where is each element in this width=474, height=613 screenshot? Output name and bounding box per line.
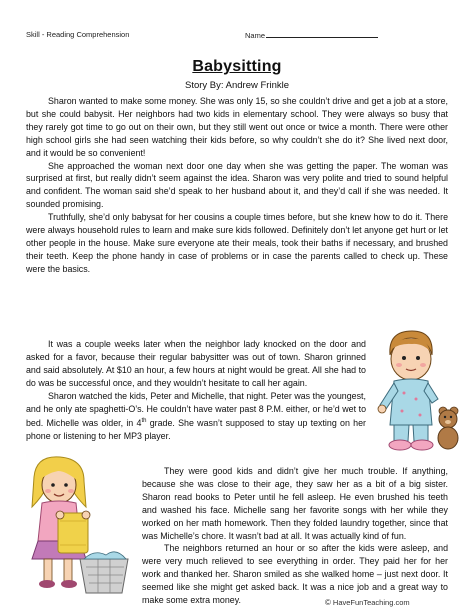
story-block-top — [26, 95, 448, 276]
story-paragraph: Truthfully, she’d only babysat for her cousins a couple times before, but she knew how to do it. There were always household rules to learn and make sure kids followed. Definitely don’t let anyone get hurt or let other people in the house. Make sure everyone ate their meals, took their baths if necessary, and brushed their teeth. Keep the phone handy in case of problems or in case the parents called to check up. These were the basics. — [26, 212, 448, 274]
name-label: Name — [245, 31, 266, 40]
story-text: grade. She wasn’t supposed to stay up texting on her phone or listening to her MP3 player. — [26, 418, 366, 442]
copyright-icon: © — [325, 598, 331, 607]
footer-text: HaveFunTeaching.com — [332, 598, 410, 607]
name-blank-line — [266, 30, 378, 38]
story-paragraph — [26, 390, 366, 444]
story-paragraph: Sharon wanted to make some money. She was only 15, so she couldn’t drive and get a job at a store, but she could babysit. Her neighbors had two kids in elementary school. They were always so busy that they rarely got time to go out on their own, but they still went out once or twice a month. There were other high school girls she had seen watching their kids before, so why couldn’t she do it? She lived next door, and it would be so convenient! — [26, 96, 448, 158]
story-paragraph: She approached the woman next door one day when she was getting the paper. The woman was surprised at first, but really didn’t seem against the idea. Sharon was very polite and tried to sound helpful and confident. The woman said she’d speak to her husband about it, and they’d call if she was needed. It sounded promising. — [26, 160, 448, 210]
ordinal-suffix: th — [141, 418, 147, 425]
name-field — [245, 30, 378, 40]
story-title: Babysitting — [192, 58, 282, 75]
story-text: Sharon watched the kids, Peter and Michelle, that night. Peter was the youngest, and he only ate spaghetti-O’s. He couldn’t have water past 8 P.M. either, or he’d wet to bed. Michelle was older, in 4 — [26, 390, 366, 429]
skill-label: Skill - Reading Comprehension — [26, 30, 130, 39]
boy-illustration — [368, 325, 460, 453]
footer-credit — [325, 598, 410, 607]
story-block-bottom — [142, 465, 448, 607]
story-block-middle — [26, 338, 366, 443]
story-byline: Story By: Andrew Frinkle — [184, 80, 289, 91]
girl-illustration — [14, 455, 132, 597]
story-paragraph: The neighbors returned an hour or so after the kids were asleep, and were very much relieved to see everything in order. They paid her for her work and thanked her. Sharon smiled as she walked home – just next door. It seemed like she might get asked back. It was a nice job and a great way to make some extra money. — [142, 543, 448, 606]
story-paragraph: It was a couple weeks later when the neighbor lady knocked on the door and asked for a favor, because their regular babysitter was out of town. Sharon grinned and said absolutely. At $10 an hour, a few hours at night would be great. All she had to do was be successful once, and they wouldn’t hesitate to call her again. — [26, 339, 366, 388]
story-paragraph: They were good kids and didn’t give her much trouble. If anything, because she was close to their age, they saw her as a bit of a big sister. Sharon read books to Peter until he fell asleep. He even brushed his teeth and washed his face. Michelle sang her favorite songs with her while they worked on her math homework. Then they folded laundry together, since that was Michelle’s chore. It wasn’t bad at all. It was actually kind of fun. — [142, 466, 448, 541]
